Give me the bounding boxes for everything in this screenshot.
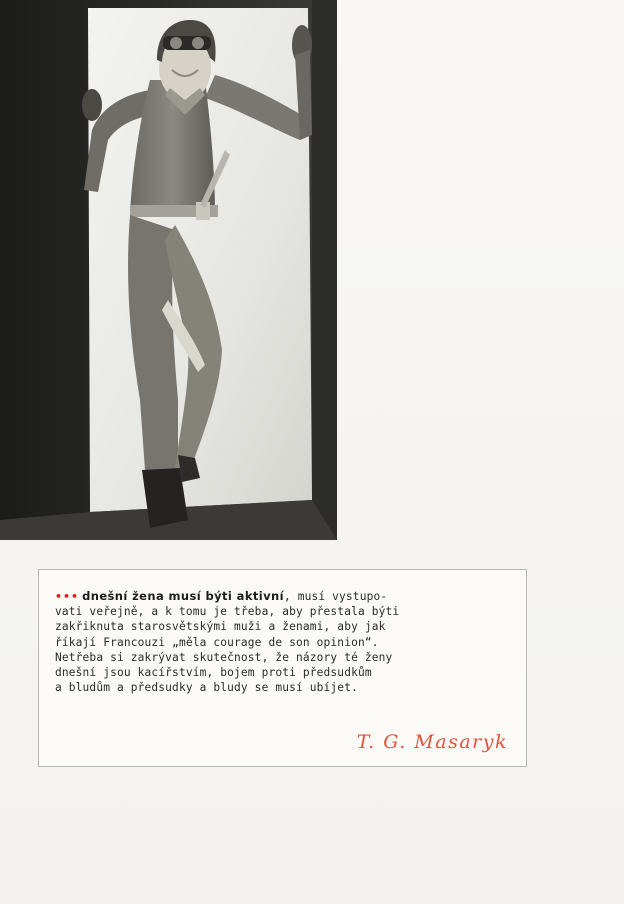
quote-line: zakřiknuta starosvětskými muži a ženami, aby jak	[55, 620, 386, 634]
quote-line: dnešní jsou kacířstvím, bojem proti předsudkům	[55, 666, 372, 680]
quote-line-1-rest: , musí vystupo-	[283, 590, 388, 603]
quote-line: říkají Francouzi „měla courage de son opinion“.	[55, 635, 379, 649]
quote-line	[55, 589, 515, 604]
red-dots-ornament: •••	[55, 590, 80, 603]
quote-lead: dnešní žena musí býti aktivní	[82, 589, 284, 603]
signature: T. G. Masaryk	[356, 731, 508, 753]
quote-line: Netřeba si zakrývat skutečnost, že názory té ženy	[55, 650, 393, 664]
aviator-photograph	[0, 0, 337, 540]
quote-text	[55, 589, 515, 695]
quote-line: a bludům a předsudky a bludy se musí ubíjet.	[55, 681, 358, 695]
quote-line: vati veřejně, a k tomu je třeba, aby přestala býti	[55, 605, 400, 619]
quote-box	[38, 569, 527, 767]
